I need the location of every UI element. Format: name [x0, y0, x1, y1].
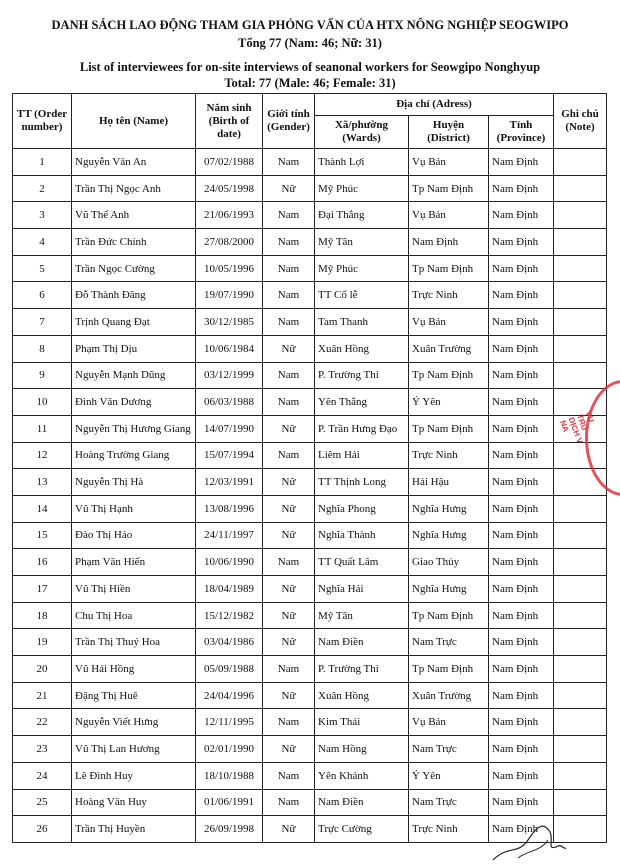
district-cell: Trực Ninh	[409, 282, 489, 309]
district-cell: Tp Nam Định	[409, 415, 489, 442]
birth-date-cell: 15/07/1994	[196, 442, 263, 469]
district-cell: Vụ Bản	[409, 202, 489, 229]
name-cell: Đỗ Thành Đăng	[72, 282, 196, 309]
province-cell: Nam Định	[489, 469, 554, 496]
gender-cell: Nữ	[263, 522, 315, 549]
district-cell: Nghĩa Hưng	[409, 495, 489, 522]
table-row	[13, 736, 607, 763]
ward-cell: TT Thịnh Long	[315, 469, 409, 496]
birth-date-cell: 03/12/1999	[196, 362, 263, 389]
name-cell: Chu Thị Hoa	[72, 602, 196, 629]
gender-cell: Nam	[263, 656, 315, 683]
note-cell	[554, 255, 607, 282]
header-address: Địa chỉ (Adress)	[315, 94, 554, 116]
birth-date-cell: 05/09/1988	[196, 656, 263, 683]
ward-cell: Yên Thắng	[315, 389, 409, 416]
province-cell: Nam Định	[489, 656, 554, 683]
birth-date-cell: 10/05/1996	[196, 255, 263, 282]
birth-date-cell: 26/09/1998	[196, 816, 263, 843]
header-wards: Xã/phường (Wards)	[315, 116, 409, 149]
province-cell: Nam Định	[489, 309, 554, 336]
gender-cell: Nữ	[263, 816, 315, 843]
order-number-cell: 17	[13, 576, 72, 603]
name-cell: Trần Thị Thuý Hoa	[72, 629, 196, 656]
province-cell: Nam Định	[489, 255, 554, 282]
gender-cell: Nữ	[263, 736, 315, 763]
note-cell	[554, 762, 607, 789]
name-cell: Trần Đức Chính	[72, 229, 196, 256]
gender-cell: Nữ	[263, 175, 315, 202]
birth-date-cell: 30/12/1985	[196, 309, 263, 336]
table-row	[13, 522, 607, 549]
name-cell: Trần Thị Huyền	[72, 816, 196, 843]
note-cell	[554, 549, 607, 576]
district-cell: Hải Hậu	[409, 469, 489, 496]
table-row	[13, 282, 607, 309]
note-cell	[554, 282, 607, 309]
ward-cell: Tam Thanh	[315, 309, 409, 336]
birth-date-cell: 18/10/1988	[196, 762, 263, 789]
title-english: List of interviewees for on-site interviews of seanonal workers for Seowgipo Nonghyup	[79, 60, 541, 74]
birth-date-cell: 10/06/1990	[196, 549, 263, 576]
handwritten-signature	[488, 810, 568, 865]
gender-cell: Nữ	[263, 469, 315, 496]
table-row	[13, 576, 607, 603]
note-cell	[554, 335, 607, 362]
order-number-cell: 8	[13, 335, 72, 362]
table-row	[13, 415, 607, 442]
province-cell: Nam Định	[489, 282, 554, 309]
header-name: Họ tên (Name)	[72, 94, 196, 149]
birth-date-cell: 14/07/1990	[196, 415, 263, 442]
order-number-cell: 14	[13, 495, 72, 522]
province-cell: Nam Định	[489, 549, 554, 576]
table-row	[13, 255, 607, 282]
table-row	[13, 629, 607, 656]
birth-date-cell: 15/12/1982	[196, 602, 263, 629]
ward-cell: Mỹ Phúc	[315, 255, 409, 282]
table-row	[13, 762, 607, 789]
table-row	[13, 362, 607, 389]
header-province: Tỉnh (Province)	[489, 116, 554, 149]
birth-date-cell: 03/04/1986	[196, 629, 263, 656]
header-gender: Giới tính (Gender)	[263, 94, 315, 149]
birth-date-cell: 12/11/1995	[196, 709, 263, 736]
order-number-cell: 1	[13, 149, 72, 176]
order-number-cell: 26	[13, 816, 72, 843]
province-cell: Nam Định	[489, 629, 554, 656]
birth-date-cell: 19/07/1990	[196, 282, 263, 309]
order-number-cell: 24	[13, 762, 72, 789]
note-cell	[554, 709, 607, 736]
note-cell	[554, 629, 607, 656]
table-row	[13, 709, 607, 736]
table-row	[13, 549, 607, 576]
name-cell: Phạm Thị Dịu	[72, 335, 196, 362]
gender-cell: Nam	[263, 389, 315, 416]
birth-date-cell: 24/05/1998	[196, 175, 263, 202]
province-cell: Nam Định	[489, 415, 554, 442]
gender-cell: Nữ	[263, 576, 315, 603]
name-cell: Nguyễn Mạnh Dũng	[72, 362, 196, 389]
ward-cell: Nam Hồng	[315, 736, 409, 763]
province-cell: Nam Định	[489, 762, 554, 789]
province-cell: Nam Định	[489, 175, 554, 202]
ward-cell: TT Cổ lễ	[315, 282, 409, 309]
order-number-cell: 19	[13, 629, 72, 656]
name-cell: Lê Đình Huy	[72, 762, 196, 789]
interviewee-table	[12, 93, 607, 843]
district-cell: Tp Nam Định	[409, 602, 489, 629]
name-cell: Nguyễn Thị Hương Giang	[72, 415, 196, 442]
ward-cell: Trực Cường	[315, 816, 409, 843]
order-number-cell: 9	[13, 362, 72, 389]
order-number-cell: 20	[13, 656, 72, 683]
gender-cell: Nam	[263, 282, 315, 309]
order-number-cell: 4	[13, 229, 72, 256]
birth-date-cell: 07/02/1988	[196, 149, 263, 176]
order-number-cell: 6	[13, 282, 72, 309]
province-cell: Nam Định	[489, 362, 554, 389]
district-cell: Tp Nam Định	[409, 175, 489, 202]
note-cell	[554, 736, 607, 763]
ward-cell: P. Trường Thi	[315, 656, 409, 683]
note-cell	[554, 202, 607, 229]
gender-cell: Nam	[263, 709, 315, 736]
birth-date-cell: 12/03/1991	[196, 469, 263, 496]
district-cell: Xuân Trường	[409, 335, 489, 362]
total-english: Total: 77 (Male: 46; Female: 31)	[224, 76, 396, 90]
note-cell	[554, 362, 607, 389]
district-cell: Nam Trực	[409, 629, 489, 656]
district-cell: Tp Nam Định	[409, 656, 489, 683]
birth-date-cell: 06/03/1988	[196, 389, 263, 416]
district-cell: Xuân Trường	[409, 682, 489, 709]
order-number-cell: 16	[13, 549, 72, 576]
note-cell	[554, 495, 607, 522]
province-cell: Nam Định	[489, 682, 554, 709]
birth-date-cell: 21/06/1993	[196, 202, 263, 229]
birth-date-cell: 10/06/1984	[196, 335, 263, 362]
ward-cell: Kim Thái	[315, 709, 409, 736]
province-cell: Nam Định	[489, 602, 554, 629]
gender-cell: Nữ	[263, 682, 315, 709]
order-number-cell: 2	[13, 175, 72, 202]
order-number-cell: 13	[13, 469, 72, 496]
ward-cell: Nghĩa Hải	[315, 576, 409, 603]
district-cell: Trực Ninh	[409, 816, 489, 843]
ward-cell: Xuân Hồng	[315, 682, 409, 709]
gender-cell: Nữ	[263, 629, 315, 656]
order-number-cell: 7	[13, 309, 72, 336]
order-number-cell: 15	[13, 522, 72, 549]
birth-date-cell: 24/11/1997	[196, 522, 263, 549]
birth-date-cell: 13/08/1996	[196, 495, 263, 522]
ward-cell: Mỹ Tân	[315, 229, 409, 256]
table-row	[13, 656, 607, 683]
gender-cell: Nam	[263, 789, 315, 816]
order-number-cell: 18	[13, 602, 72, 629]
gender-cell: Nam	[263, 229, 315, 256]
province-cell: Nam Định	[489, 522, 554, 549]
name-cell: Hoàng Trường Giang	[72, 442, 196, 469]
note-cell	[554, 229, 607, 256]
title-vietnamese: DANH SÁCH LAO ĐỘNG THAM GIA PHỎNG VẤN CỦA HTX NÔNG NGHIỆP SEOGWIPO	[51, 18, 569, 32]
name-cell: Phạm Văn Hiển	[72, 549, 196, 576]
province-cell: Nam Định	[489, 229, 554, 256]
table-row	[13, 149, 607, 176]
order-number-cell: 12	[13, 442, 72, 469]
province-cell: Nam Định	[489, 442, 554, 469]
gender-cell: Nam	[263, 762, 315, 789]
gender-cell: Nữ	[263, 495, 315, 522]
table-row	[13, 495, 607, 522]
birth-date-cell: 02/01/1990	[196, 736, 263, 763]
header-note: Ghi chú (Note)	[554, 94, 607, 149]
district-cell: Trực Ninh	[409, 442, 489, 469]
district-cell: Nghĩa Hưng	[409, 576, 489, 603]
district-cell: Ý Yên	[409, 389, 489, 416]
header-order-number: TT (Order number)	[13, 94, 72, 149]
name-cell: Đặng Thị Huê	[72, 682, 196, 709]
table-row	[13, 175, 607, 202]
gender-cell: Nam	[263, 362, 315, 389]
name-cell: Trần Thị Ngọc Anh	[72, 175, 196, 202]
district-cell: Vụ Bản	[409, 149, 489, 176]
order-number-cell: 3	[13, 202, 72, 229]
gender-cell: Nam	[263, 149, 315, 176]
gender-cell: Nam	[263, 309, 315, 336]
order-number-cell: 11	[13, 415, 72, 442]
ward-cell: Nghĩa Phong	[315, 495, 409, 522]
table-row	[13, 229, 607, 256]
gender-cell: Nam	[263, 255, 315, 282]
order-number-cell: 22	[13, 709, 72, 736]
table-row	[13, 309, 607, 336]
district-cell: Nam Định	[409, 229, 489, 256]
gender-cell: Nam	[263, 549, 315, 576]
district-cell: Nam Trực	[409, 736, 489, 763]
district-cell: Nghĩa Hưng	[409, 522, 489, 549]
note-cell	[554, 175, 607, 202]
table-row	[13, 682, 607, 709]
name-cell: Trịnh Quang Đạt	[72, 309, 196, 336]
table-body	[13, 149, 607, 843]
table-row	[13, 202, 607, 229]
table-row	[13, 469, 607, 496]
table-row	[13, 442, 607, 469]
name-cell: Hoàng Văn Huy	[72, 789, 196, 816]
note-cell	[554, 682, 607, 709]
name-cell: Đinh Văn Dương	[72, 389, 196, 416]
seal-lettering: VỤ TRU DỊCH V NA	[558, 410, 596, 445]
note-cell	[554, 309, 607, 336]
table-row	[13, 602, 607, 629]
total-vietnamese: Tổng 77 (Nam: 46; Nữ: 31)	[238, 36, 382, 50]
ward-cell: Mỹ Tân	[315, 602, 409, 629]
district-cell: Ý Yên	[409, 762, 489, 789]
ward-cell: Xuân Hồng	[315, 335, 409, 362]
district-cell: Giao Thủy	[409, 549, 489, 576]
note-cell	[554, 602, 607, 629]
note-cell	[554, 576, 607, 603]
name-cell: Vũ Thị Hiền	[72, 576, 196, 603]
province-cell: Nam Định	[489, 389, 554, 416]
province-cell: Nam Định	[489, 736, 554, 763]
gender-cell: Nữ	[263, 335, 315, 362]
gender-cell: Nam	[263, 202, 315, 229]
header-birth: Năm sinh (Birth of date)	[196, 94, 263, 149]
order-number-cell: 21	[13, 682, 72, 709]
district-cell: Vụ Bản	[409, 709, 489, 736]
header-district: Huyện (District)	[409, 116, 489, 149]
name-cell: Đào Thị Hảo	[72, 522, 196, 549]
province-cell: Nam Định	[489, 149, 554, 176]
name-cell: Trần Ngọc Cường	[72, 255, 196, 282]
birth-date-cell: 27/08/2000	[196, 229, 263, 256]
birth-date-cell: 18/04/1989	[196, 576, 263, 603]
note-cell	[554, 522, 607, 549]
name-cell: Vũ Thế Anh	[72, 202, 196, 229]
table-row	[13, 335, 607, 362]
province-cell: Nam Định	[489, 709, 554, 736]
ward-cell: Liêm Hải	[315, 442, 409, 469]
table-row	[13, 389, 607, 416]
province-cell: Nam Định	[489, 576, 554, 603]
ward-cell: P. Trần Hưng Đạo	[315, 415, 409, 442]
order-number-cell: 5	[13, 255, 72, 282]
district-cell: Vụ Bản	[409, 309, 489, 336]
order-number-cell: 25	[13, 789, 72, 816]
note-cell	[554, 656, 607, 683]
province-cell: Nam Định	[489, 816, 554, 843]
name-cell: Vũ Thị Lan Hương	[72, 736, 196, 763]
province-cell: Nam Định	[489, 335, 554, 362]
ward-cell: Nghĩa Thành	[315, 522, 409, 549]
note-cell	[554, 149, 607, 176]
province-cell: Nam Định	[489, 495, 554, 522]
gender-cell: Nam	[263, 442, 315, 469]
district-cell: Nam Trực	[409, 789, 489, 816]
ward-cell: Đại Thắng	[315, 202, 409, 229]
ward-cell: TT Quất Lâm	[315, 549, 409, 576]
table-header	[13, 94, 607, 149]
ward-cell: Yên Khánh	[315, 762, 409, 789]
name-cell: Vũ Hải Hồng	[72, 656, 196, 683]
order-number-cell: 23	[13, 736, 72, 763]
gender-cell: Nữ	[263, 415, 315, 442]
ward-cell: Nam Điền	[315, 789, 409, 816]
ward-cell: Thành Lợi	[315, 149, 409, 176]
ward-cell: P. Trường Thi	[315, 362, 409, 389]
district-cell: Tp Nam Định	[409, 255, 489, 282]
ward-cell: Nam Điền	[315, 629, 409, 656]
name-cell: Nguyễn Thị Hà	[72, 469, 196, 496]
gender-cell: Nữ	[263, 602, 315, 629]
ward-cell: Mỹ Phúc	[315, 175, 409, 202]
name-cell: Vũ Thị Hạnh	[72, 495, 196, 522]
province-cell: Nam Định	[489, 789, 554, 816]
name-cell: Nguyễn Văn An	[72, 149, 196, 176]
province-cell: Nam Định	[489, 202, 554, 229]
birth-date-cell: 24/04/1996	[196, 682, 263, 709]
name-cell: Nguyễn Viết Hưng	[72, 709, 196, 736]
district-cell: Tp Nam Định	[409, 362, 489, 389]
order-number-cell: 10	[13, 389, 72, 416]
birth-date-cell: 01/06/1991	[196, 789, 263, 816]
